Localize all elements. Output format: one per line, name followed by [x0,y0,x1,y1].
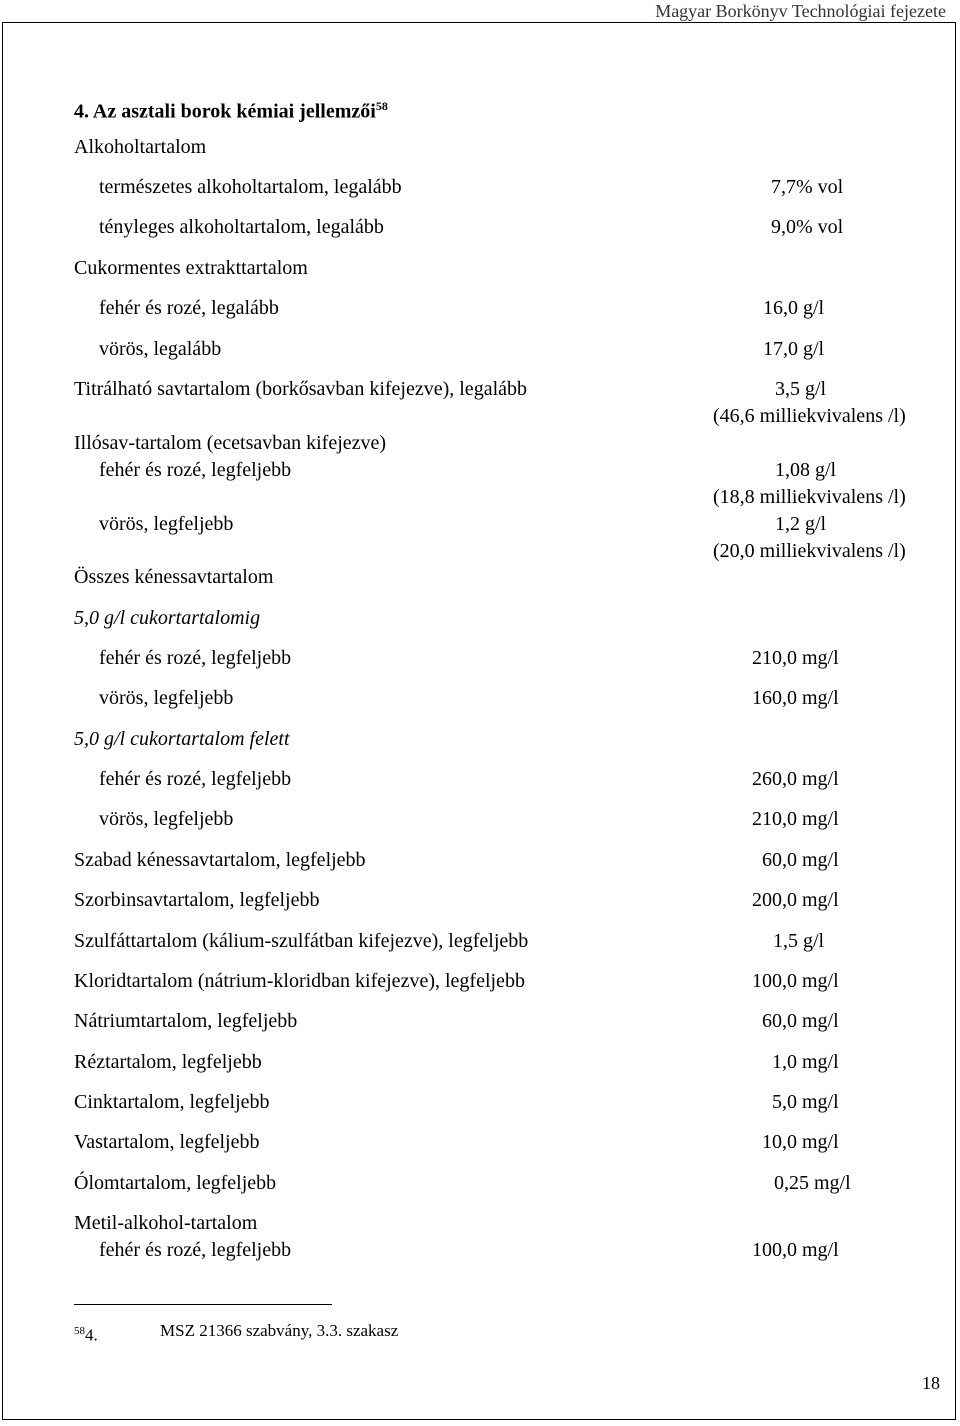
label-so2-red-high: vörös, legfeljebb [99,808,234,830]
value-iron: 10,0 mg/l [762,1131,839,1153]
value-titratable-meq: (46,6 milliekvivalens /l) [713,405,906,427]
value-volatile-white: 1,08 g/l [775,459,837,481]
value-titratable-acid: 3,5 g/l [775,378,827,400]
label-zinc: Cinktartalom, legfeljebb [74,1091,270,1113]
value-extract-white: 16,0 g/l [763,297,825,319]
label-chloride: Kloridtartalom (nátrium-kloridban kifejezve), legfeljebb [74,970,525,992]
footnote-separator [74,1304,332,1305]
value-so2-white-high: 260,0 mg/l [752,768,839,790]
value-sorbic: 200,0 mg/l [752,889,839,911]
value-chloride: 100,0 mg/l [752,970,839,992]
value-volatile-white-meq: (18,8 milliekvivalens /l) [713,486,906,508]
value-free-so2: 60,0 mg/l [762,849,839,871]
label-actual-alcohol: tényleges alkoholtartalom, legalább [99,216,384,238]
label-total-so2: Összes kénessavtartalom [74,566,274,588]
label-so2-red-low: vörös, legfeljebb [99,687,234,709]
label-methanol: Metil-alkohol-tartalom [74,1212,258,1234]
value-natural-alcohol: 7,7% vol [771,176,844,198]
value-extract-red: 17,0 g/l [763,338,825,360]
label-lead: Ólomtartalom, legfeljebb [74,1172,277,1194]
label-sorbic: Szorbinsavtartalom, legfeljebb [74,889,320,911]
value-volatile-red: 1,2 g/l [775,513,827,535]
label-copper: Réztartalom, legfeljebb [74,1051,262,1073]
label-volatile-red: vörös, legfeljebb [99,513,234,535]
label-so2-white-high: fehér és rozé, legfeljebb [99,768,292,790]
label-free-so2: Szabad kénessavtartalom, legfeljebb [74,849,366,871]
page-number: 18 [922,1373,940,1393]
running-header: Magyar Borkönyv Technológiai fejezete [655,1,946,21]
footnote-marker: $^{58}$4. [74,1325,98,1345]
label-sodium: Nátriumtartalom, legfeljebb [74,1010,298,1032]
value-volatile-red-meq: (20,0 milliekvivalens /l) [713,540,906,562]
label-sugar-upto: 5,0 g/l cukortartalomig [74,607,261,629]
value-lead: 0,25 mg/l [774,1172,851,1194]
value-so2-red-high: 210,0 mg/l [752,808,839,830]
label-methanol-white: fehér és rozé, legfeljebb [99,1239,292,1261]
label-alcohol: Alkoholtartalom [74,136,207,158]
value-sulfate: 1,5 g/l [773,930,825,952]
label-natural-alcohol: természetes alkoholtartalom, legalább [99,176,402,198]
label-sugar-above: 5,0 g/l cukortartalom felett [74,728,290,750]
value-so2-white-low: 210,0 mg/l [752,647,839,669]
value-copper: 1,0 mg/l [772,1051,839,1073]
label-iron: Vastartalom, legfeljebb [74,1131,260,1153]
value-actual-alcohol: 9,0% vol [771,216,844,238]
footnote-text: MSZ 21366 szabvány, 3.3. szakasz [160,1321,399,1340]
label-volatile-white: fehér és rozé, legfeljebb [99,459,292,481]
label-extract-red: vörös, legalább [99,338,222,360]
footnote-ref: 58 [375,99,388,113]
value-methanol-white: 100,0 mg/l [752,1239,839,1261]
section-heading: 4. Az asztali borok kémiai jellemzői$^{58}$ [74,99,388,123]
label-sulfate: Szulfáttartalom (kálium-szulfátban kifejezve), legfeljebb [74,930,529,952]
label-titratable-acid: Titrálható savtartalom (borkősavban kifejezve), legalább [74,378,527,400]
label-so2-white-low: fehér és rozé, legfeljebb [99,647,292,669]
label-extract-white: fehér és rozé, legalább [99,297,279,319]
value-zinc: 5,0 mg/l [772,1091,839,1113]
label-extract: Cukormentes extrakttartalom [74,257,308,279]
label-volatile-acid: Illósav-tartalom (ecetsavban kifejezve) [74,432,387,454]
value-so2-red-low: 160,0 mg/l [752,687,839,709]
value-sodium: 60,0 mg/l [762,1010,839,1032]
